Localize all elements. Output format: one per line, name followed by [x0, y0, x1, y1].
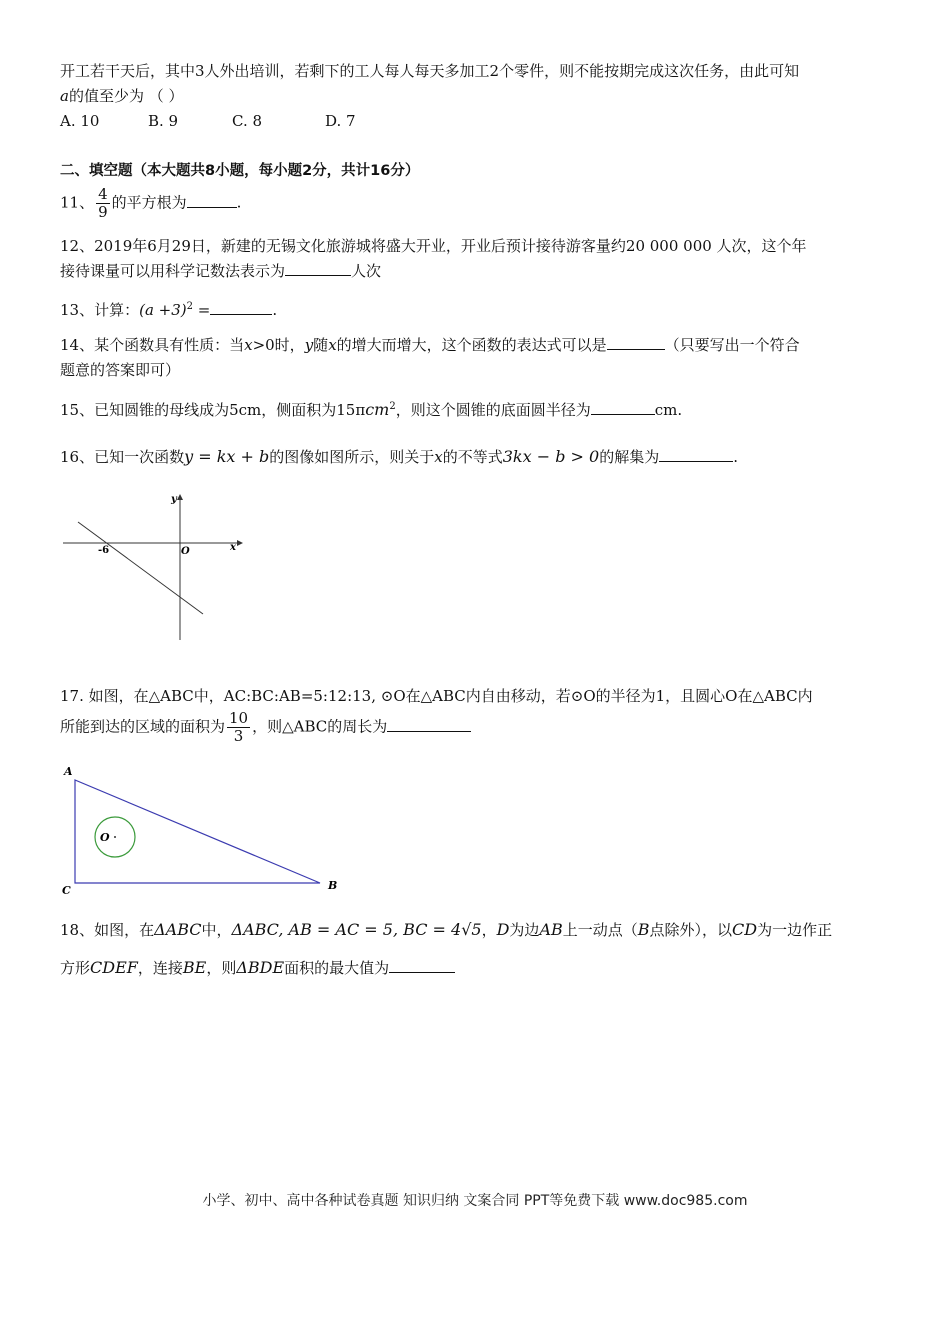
- question-16: [60, 447, 738, 467]
- q13-number: 13、计算：: [60, 301, 140, 319]
- q13-tail: .: [272, 301, 278, 319]
- q16-text-c: 的不等式: [442, 448, 503, 466]
- q12-line2: [60, 261, 381, 281]
- center-o-label: O: [100, 831, 110, 844]
- q18-point-b: B: [637, 920, 650, 939]
- q18-condition: ΔABC, AB = AC = 5, BC = 4√5: [231, 920, 482, 939]
- q17-text-2b: ，则△ABC的周长为: [252, 717, 388, 736]
- q17-answer-blank[interactable]: [387, 717, 471, 732]
- q10-var-a: a: [60, 87, 69, 105]
- q16-function: y = kx + b: [184, 447, 270, 466]
- q16-answer-blank[interactable]: [659, 447, 733, 462]
- q14-text-d: 的增大而增大，这个函数的表达式可以是: [336, 336, 607, 354]
- question-11: [60, 186, 241, 221]
- q16-text-b: 的图像如图所示，则关于: [269, 448, 435, 466]
- q18-segment-ab: AB: [539, 920, 563, 939]
- q11-fraction-denominator: 9: [98, 203, 108, 221]
- q15-exponent: 2: [389, 401, 396, 412]
- figure-16-graph: [55, 490, 255, 645]
- q18-text-e: 上一动点（: [562, 921, 638, 939]
- x-axis-arrow: [237, 540, 243, 546]
- q17-line2: [60, 710, 471, 745]
- figure-17-triangle: [55, 760, 355, 900]
- question-13: [60, 297, 277, 320]
- q18-text-b: 中，: [201, 921, 232, 939]
- option-a: A. 10: [60, 112, 100, 130]
- q11-fraction-numerator: 4: [98, 185, 108, 203]
- question-15: [60, 397, 682, 420]
- q18-triangle: ΔABC: [154, 920, 202, 939]
- q14-var-x2: x: [328, 336, 337, 354]
- q18-text-g: 为一边作正: [757, 921, 833, 939]
- q13-expression: (a +3): [139, 301, 187, 319]
- q17-text-2a: 所能到达的区域的面积为: [60, 717, 226, 736]
- q18-segment-be: BE: [182, 958, 207, 977]
- page-footer: 小学、初中、高中各种试卷真题 知识归纳 文案合同 PPT等免费下载 www.doc985.com: [202, 1193, 748, 1209]
- q18-line2: [60, 958, 455, 978]
- q13-answer-blank[interactable]: [210, 300, 272, 315]
- x-axis-label: x: [230, 542, 236, 553]
- origin-label: O: [181, 546, 190, 557]
- q18-text-2d: 面积的最大值为: [284, 959, 390, 977]
- q14-answer-blank[interactable]: [607, 335, 665, 350]
- circle-center: [114, 836, 116, 838]
- q18-text-2b: ，连接: [137, 959, 183, 977]
- y-axis-arrow: [177, 494, 183, 500]
- q10-text-2: 的值至少为 （ ）: [68, 87, 184, 105]
- q11-tail: .: [236, 193, 242, 212]
- q18-answer-blank[interactable]: [389, 958, 455, 973]
- q14-var-x1: x: [244, 336, 253, 354]
- q12-text-2a: 接待课量可以用科学记数法表示为: [60, 262, 286, 280]
- q12-text-2b: 人次: [351, 262, 382, 280]
- q12-line1: 12、2019年6月29日，新建的无锡文化旅游城将盛大开业，开业后预计接待游客量约20 000 000 人次，这个年: [60, 237, 807, 255]
- q10-line1: [60, 61, 799, 81]
- vertex-b-label: B: [328, 879, 338, 892]
- q18-text-2a: 方形: [60, 959, 91, 977]
- q16-tail: .: [733, 448, 739, 466]
- section-title: 二、填空题（本大题共8小题，每小题2分，共计16分）: [60, 163, 420, 179]
- q17-fraction-denominator: 3: [233, 727, 244, 745]
- q18-line1: [60, 920, 832, 940]
- q17-fraction-numerator: 10: [229, 709, 249, 727]
- vertex-a-label: A: [64, 765, 73, 778]
- q11-answer-blank[interactable]: [187, 193, 237, 208]
- q14-text-e: （只要写出一个符合: [664, 336, 800, 354]
- q16-var-x: x: [434, 448, 443, 466]
- q15-text-a: 15、已知圆锥的母线成为5cm，侧面积为15π: [60, 401, 366, 419]
- q10-line2: [60, 86, 184, 106]
- q13-equals: =: [193, 301, 211, 319]
- vertex-c-label: C: [62, 884, 71, 897]
- q14-var-y: y: [304, 336, 314, 354]
- q14-line1: [60, 335, 800, 355]
- q11-fraction: [96, 186, 110, 221]
- q18-point-d: D: [496, 920, 510, 939]
- q18-text-f: 点除外），以: [649, 921, 733, 939]
- q17-fraction: [227, 710, 250, 745]
- q12-answer-blank[interactable]: [285, 261, 351, 276]
- q16-inequality: 3kx − b > 0: [502, 447, 600, 466]
- y-axis-label: y: [171, 494, 177, 505]
- q15-text-c: cm.: [654, 401, 683, 419]
- q14-text-c: 随: [313, 336, 329, 354]
- q14-text-a: 14、某个函数具有性质：当: [60, 336, 245, 354]
- function-line: [78, 522, 203, 614]
- q16-text-a: 16、已知一次函数: [60, 448, 185, 466]
- q11-text: 的平方根为: [111, 193, 187, 212]
- q11-number: 11、: [60, 193, 95, 212]
- q18-text-a: 18、如图，在: [60, 921, 155, 939]
- q10-text-1: 开工若干天后，其中3人外出培训，若剩下的工人每人每天多加工2个零件，则不能按期完成这次任务，由此可知: [60, 62, 800, 80]
- option-c: C. 8: [232, 112, 263, 130]
- q17-line1: 17. 如图，在△ABC中，AC:BC:AB=5:12:13, ⊙O在△ABC内自由移动，若⊙O的半径为1，且圆心O在△ABC内: [60, 687, 813, 705]
- q18-segment-cd: CD: [732, 920, 758, 939]
- intercept-label: -6: [98, 545, 110, 556]
- q14-text-b: >0时，: [252, 336, 305, 354]
- option-d: D. 7: [325, 112, 356, 130]
- q18-text-c: ，: [481, 921, 497, 939]
- q15-unit: cm: [365, 400, 390, 419]
- q18-triangle-bde: ΔBDE: [236, 958, 285, 977]
- q18-square: CDEF: [90, 958, 138, 977]
- q18-text-2c: ，则: [206, 959, 237, 977]
- q15-answer-blank[interactable]: [591, 400, 655, 415]
- q18-text-d: 为边: [509, 921, 540, 939]
- q15-text-b: ，则这个圆锥的底面圆半径为: [395, 401, 591, 419]
- q16-text-d: 的解集为: [599, 448, 660, 466]
- triangle-abc: [75, 780, 320, 883]
- q10-options: [60, 111, 356, 131]
- q14-line2: 题意的答案即可）: [60, 361, 181, 379]
- q13-exponent: 2: [186, 301, 193, 312]
- option-b: B. 9: [148, 112, 179, 130]
